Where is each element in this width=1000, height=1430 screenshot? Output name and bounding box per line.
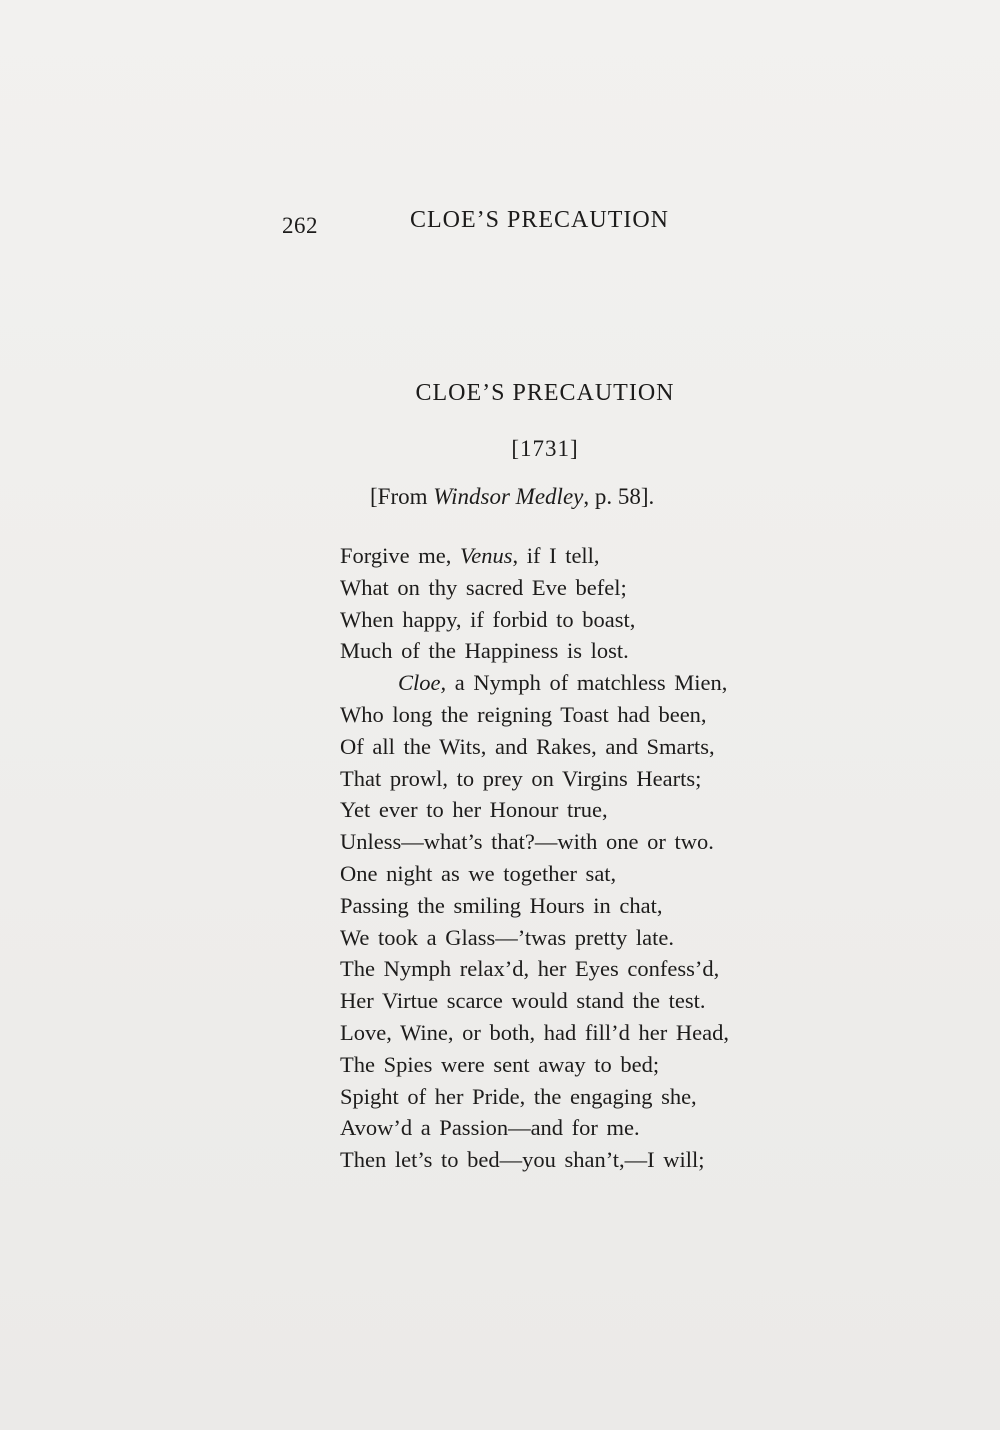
poem-line: The Spies were sent away to bed;: [340, 1051, 660, 1077]
poem-line: Who long the reigning Toast had been,: [340, 701, 707, 727]
source-suffix: , p. 58].: [583, 484, 655, 509]
poem-line: Yet ever to her Honour true,: [340, 797, 608, 823]
poem-line: One night as we together sat,: [340, 860, 617, 886]
poem-line: What on thy sacred Eve befel;: [340, 574, 627, 600]
source-prefix: [From: [370, 484, 434, 509]
source-work: Windsor Medley: [433, 484, 584, 509]
running-head: [282, 205, 702, 245]
poem-line: Her Virtue scarce would stand the test.: [340, 988, 706, 1014]
poem-line: Love, Wine, or both, had fill’d her Head,: [340, 1019, 729, 1045]
poem-line: Avow’d a Passion—and for me.: [340, 1115, 640, 1141]
poem-line: Passing the smiling Hours in chat,: [340, 892, 663, 918]
poem-line: Forgive me, Venus, if I tell,: [340, 543, 600, 568]
poem-line: Much of the Happiness is lost.: [340, 638, 629, 664]
running-title: CLOE’S PRECAUTION: [410, 207, 670, 233]
poem-year: [1731]: [511, 436, 579, 461]
poem-line: Then let’s to bed—you shan’t,—I will;: [340, 1147, 705, 1173]
page-number: 262: [282, 213, 318, 238]
poem-line: Of all the Wits, and Rakes, and Smarts,: [340, 733, 715, 759]
poem-line: When happy, if forbid to boast,: [340, 606, 636, 632]
poem-body: [340, 540, 820, 1176]
poem-title: CLOE’S PRECAUTION: [415, 380, 675, 406]
poem-line: Spight of her Pride, the engaging she,: [340, 1083, 697, 1109]
poem-line: Unless—what’s that?—with one or two.: [340, 829, 714, 855]
poem-line: That prowl, to prey on Virgins Hearts;: [340, 765, 702, 791]
source-note: [370, 484, 654, 510]
poem-line: The Nymph relax’d, her Eyes confess’d,: [340, 956, 720, 982]
poem-line: We took a Glass—’twas pretty late.: [340, 924, 674, 950]
poem-line: Cloe, a Nymph of matchless Mien,: [398, 670, 728, 696]
